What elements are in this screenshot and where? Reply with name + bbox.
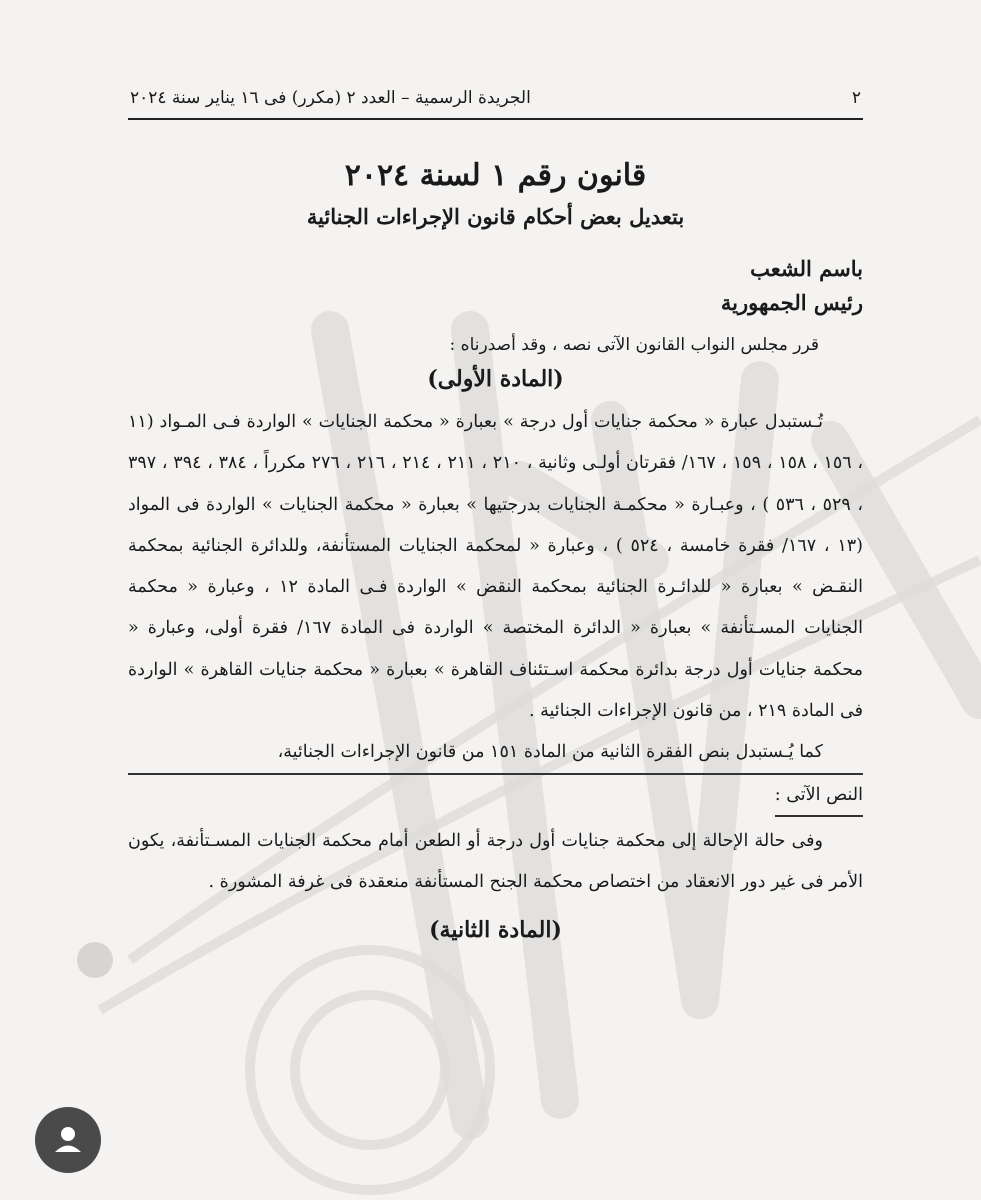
law-title: قانون رقم ١ لسنة ٢٠٢٤ — [344, 158, 647, 193]
in-the-name-of-people: باسم الشعب — [750, 256, 863, 281]
article-2-heading: (المادة الثانية) — [429, 917, 562, 944]
law-subtitle: بتعديل بعض أحكام قانون الإجراءات الجنائية — [306, 204, 685, 229]
paragraph-2-tail: النص الآتى : — [775, 775, 863, 817]
page-number: ٢ — [851, 88, 861, 108]
profile-avatar-button[interactable] — [35, 1107, 101, 1173]
article-1-paragraph-2-line-1: كما يُـستبدل بنص الفقرة الثانية من المادة ١٥١ من قانون الإجراءات الجنائية، — [128, 732, 863, 775]
running-header — [128, 80, 863, 120]
preamble: قرر مجلس النواب القانون الآتى نصه ، وقد أصدرناه : — [449, 335, 819, 355]
article-1-paragraph-1: تُـستبدل عبارة « محكمة جنايات أول درجة » بعبارة « محكمة الجنايات » الواردة فـى المـواد (١١ ، ١٥٦ ، ١٥٨ ، ١٥٩ ، ١٦٧/ فقرتان أولـى وثانية ، ٢١٠ ، ٢١١ ، ٢١٤ ، ٢١٦ ، ٢٧٦ مكرراً ، ٣٨٤ ، ٣٩٤ ، ٣٩٧ ، ٥٢٩ ، ٥٣٦ ) ، وعبـارة « محكمـة الجنايات بدرجتيها » بعبارة « محكمة الجنايات » الواردة فى المواد (١٣ ، ١٦٧/ فقرة خامسة ، ٥٢٤ ) ، وعبارة « لمحكمة الجنايات المستأنفة، وللدائرة الجنائية بمحكمة النقـض » بعبارة « للدائـرة الجنائية بمحكمة النقض » الواردة فـى المادة ١٢ ، وعبارة « محكمة الجنايات المسـتأنفة » بعبارة « الدائرة المختصة » الواردة فى المادة ١٦٧/ فقرة أولى، وعبارة « محكمة جنايات أول درجة بدائرة محكمة اسـتئناف القاهرة » بعبارة « محكمة جنايات القاهرة » الواردة فى المادة ٢١٩ ، من قانون الإجراءات الجنائية . — [128, 412, 864, 722]
running-title: الجريدة الرسمية – العدد ٢ (مكرر) فى ١٦ يناير سنة ٢٠٢٤ — [130, 88, 531, 108]
article-1-paragraph-2-line-2 — [128, 775, 863, 817]
article-1-heading: (المادة الأولى) — [427, 366, 564, 392]
gazette-page — [128, 80, 863, 947]
president-heading: رئيس الجمهورية — [720, 290, 863, 315]
user-icon — [35, 1107, 101, 1173]
quoted-replacement-text: وفى حالة الإحالة إلى محكمة جنايات أول درجة أو الطعن أمام محكمة الجنايات المسـتأنفة، يكون الأمر فى غير دور الانعقاد من اختصاص محكمة الجنح المستأنفة منعقدة فى غرفة المشورة . — [128, 831, 863, 893]
